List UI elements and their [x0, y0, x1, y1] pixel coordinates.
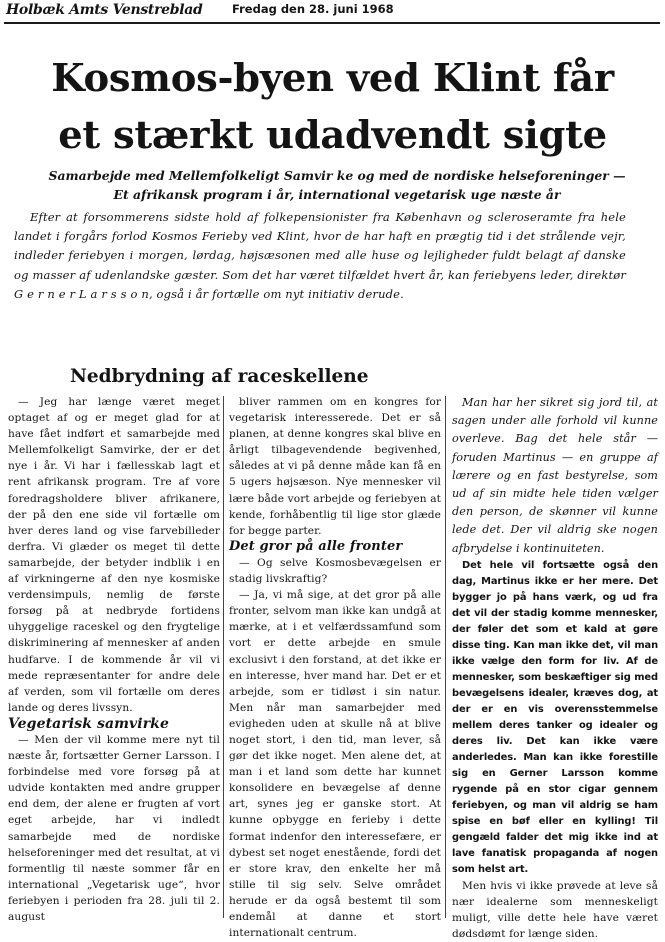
column-3-italic-paragraph: Man har her sikret sig jord til, at sagen under alle forhold vil kunne overleve. Bag det hele står — foruden Martinus — en gruppe af lærere og en fast bestyrelse, som ud af sin midte hele tiden vælger den person, de skønner vil kunne lede det. Der vil aldrig ske nogen afbrydelse i kontinuiteten.: [452, 396, 658, 555]
subheadline: [12, 166, 662, 204]
column-2-paragraph-3: — Ja, vi må sige, at det gror på alle fronter, selvom man ikke kan undgå at mærke, at i et velfærdssamfund som vort er dette arbejde en smule exclusivt i den forstand, at det ikke er en interesse, hver mand har. Det er et arbejde, som er tidløst i sin natur. Men når man samarbejder med evigheden uden at skulle nå at blive noget stort, i den tid, man lever, så gør det ikke noget. Men alene det, at man i et land som dette har kunnet konsolidere en bevægelse af denne art, synes jeg er ganske stort. At kunne opbygge en ferieby i dette format indenfor den interessefære, er dybest set noget enestående, fordi det er store krav, den enkelte her må stille til sig selv. Selve området herude er da også bestemt til som endemål at danne et stort internationalt centrum.: [229, 589, 441, 940]
subheadline-line-1: Samarbejde med Mellemfolkeligt Samvir ke og med de nordiske helseforeninger —: [48, 168, 626, 183]
column-1-paragraph-2: — Men der vil komme mere nyt til næste år, fortsætter Gerner Larsson. I forbindelse med vore forsøg på at udvide kontakten med andre grupper end dem, der alene er frugten af vort eget arbejde, har vi indledt samarbejde med de nordiske helseforeninger med det resultat, at vi formentlig til næste sommer får en international „Vegetarisk uge“, hvor feriebyen i perioden fra 28. juli til 2. august: [8, 733, 220, 923]
issue-date: Fredag den 28. juni 1968: [232, 2, 394, 16]
column-2-paragraph-2: — Og selve Kosmosbevægelsen er stadig livskraftig?: [229, 556, 441, 586]
subheading-vegetarisk: Vegetarisk samvirke: [8, 715, 169, 732]
column-3-bold-paragraph: Det hele vil fortsætte også den dag, Martinus ikke er her mere. Det bygger jo på hans værk, og ud fra det vil der stadig komme mennesker, der føler det som et kald at gøre disse ting. Kan man ikke det, vil man ikke vælge den form for liv. Af de mennesker, som beskæftiger sig med bevægelsens idealer, kræves dog, at der er en vis overensstemmelse mellem deres tanker og idealer og deres liv. Det kan ikke være anderledes. Man kan ikke forestille sig en Gerner Larsson komme rygende på en stor cigar gennem feriebyen, og man vil aldrig se ham spise en bøf eller en kylling! Til gengæld falder det mig ikke ind at lave fanatisk propaganda af nogen som helst art.: [452, 559, 658, 875]
headline: [0, 50, 665, 164]
column-2-paragraph-1: bliver rammen om en kongres for vegetarisk interesserede. Det er så planen, at denne kongres skal blive en årligt tilbagevendende begivenhed, således at vi på denne måde kan få en 5 ugers højsæson. Nye mennesker vil lære både vort arbejde og feriebyen at kende, forhåbentlig til lige stor glæde for begge parter.: [229, 396, 441, 537]
column-3-last-paragraph: Men hvis vi ikke prøvede at leve så nær idealerne som menneskeligt muligt, ville dette hele have været dødsdømt for længe siden.: [452, 879, 658, 941]
headline-line-1: Kosmos-byen ved Klint får: [51, 56, 614, 101]
paper-name: Holbæk Amts Venstreblad: [6, 2, 203, 18]
column-2: [229, 394, 441, 941]
column-1-paragraph-1: — Jeg har længe været meget optaget af og er meget glad for at have fået indført et samarbejde med Mellemfolkeligt Samvirke, der er det nye i år. Vi har i fællesskab lagt et rent afrikansk program. Tre af vore foredragsholdere bliver afrikanere, der på den ene side vil fortælle om hver deres land og vise farvebilleder derfra. Vi glæder os meget til dette samarbejde, der betyder indblik i en af virkningerne af den nye kosmiske verdensimpuls, nemlig de første forsøg på at nedbryde fortidens uhyggelige raceskel og den frygtelige diskriminering af mennesker af anden hudfarve. I de kommende år vil vi mede repræsentanter for andre dele af verden, som vil fortælle om deres lande og deres livssyn.: [8, 396, 220, 714]
subheading-det-gror: Det gror på alle fronter: [229, 538, 403, 554]
headline-line-2: et stærkt udadvendt sigte: [58, 113, 607, 158]
section-heading: Nedbrydning af raceskellene: [70, 366, 369, 387]
column-3: [452, 394, 658, 942]
subheadline-line-2: Et afrikansk program i år, international vegetarisk uge næste år: [113, 187, 561, 202]
masthead: [4, 0, 660, 24]
intro-paragraph: Efter at forsommerens sidste hold af folkepensionister fra København og scleroseramte fra hele landet i forgårs forlod Kosmos Ferieby ved Klint, hvor de har haft en prægtig tid i det strålende vejr, indleder feriebyen i morgen, lørdag, højsæsonen med alle huse og lejligheder fuldt belagt af danske og masser af udenlandske gæster. Som det har været tilfældet hvert år, kan feriebyens leder, direktør G e r n e r L a r s s o n, også i år fortælle om nyt initiativ derude.: [14, 210, 626, 301]
column-divider-2: [445, 396, 446, 918]
column-1: [8, 394, 220, 925]
column-divider-1: [223, 396, 224, 918]
